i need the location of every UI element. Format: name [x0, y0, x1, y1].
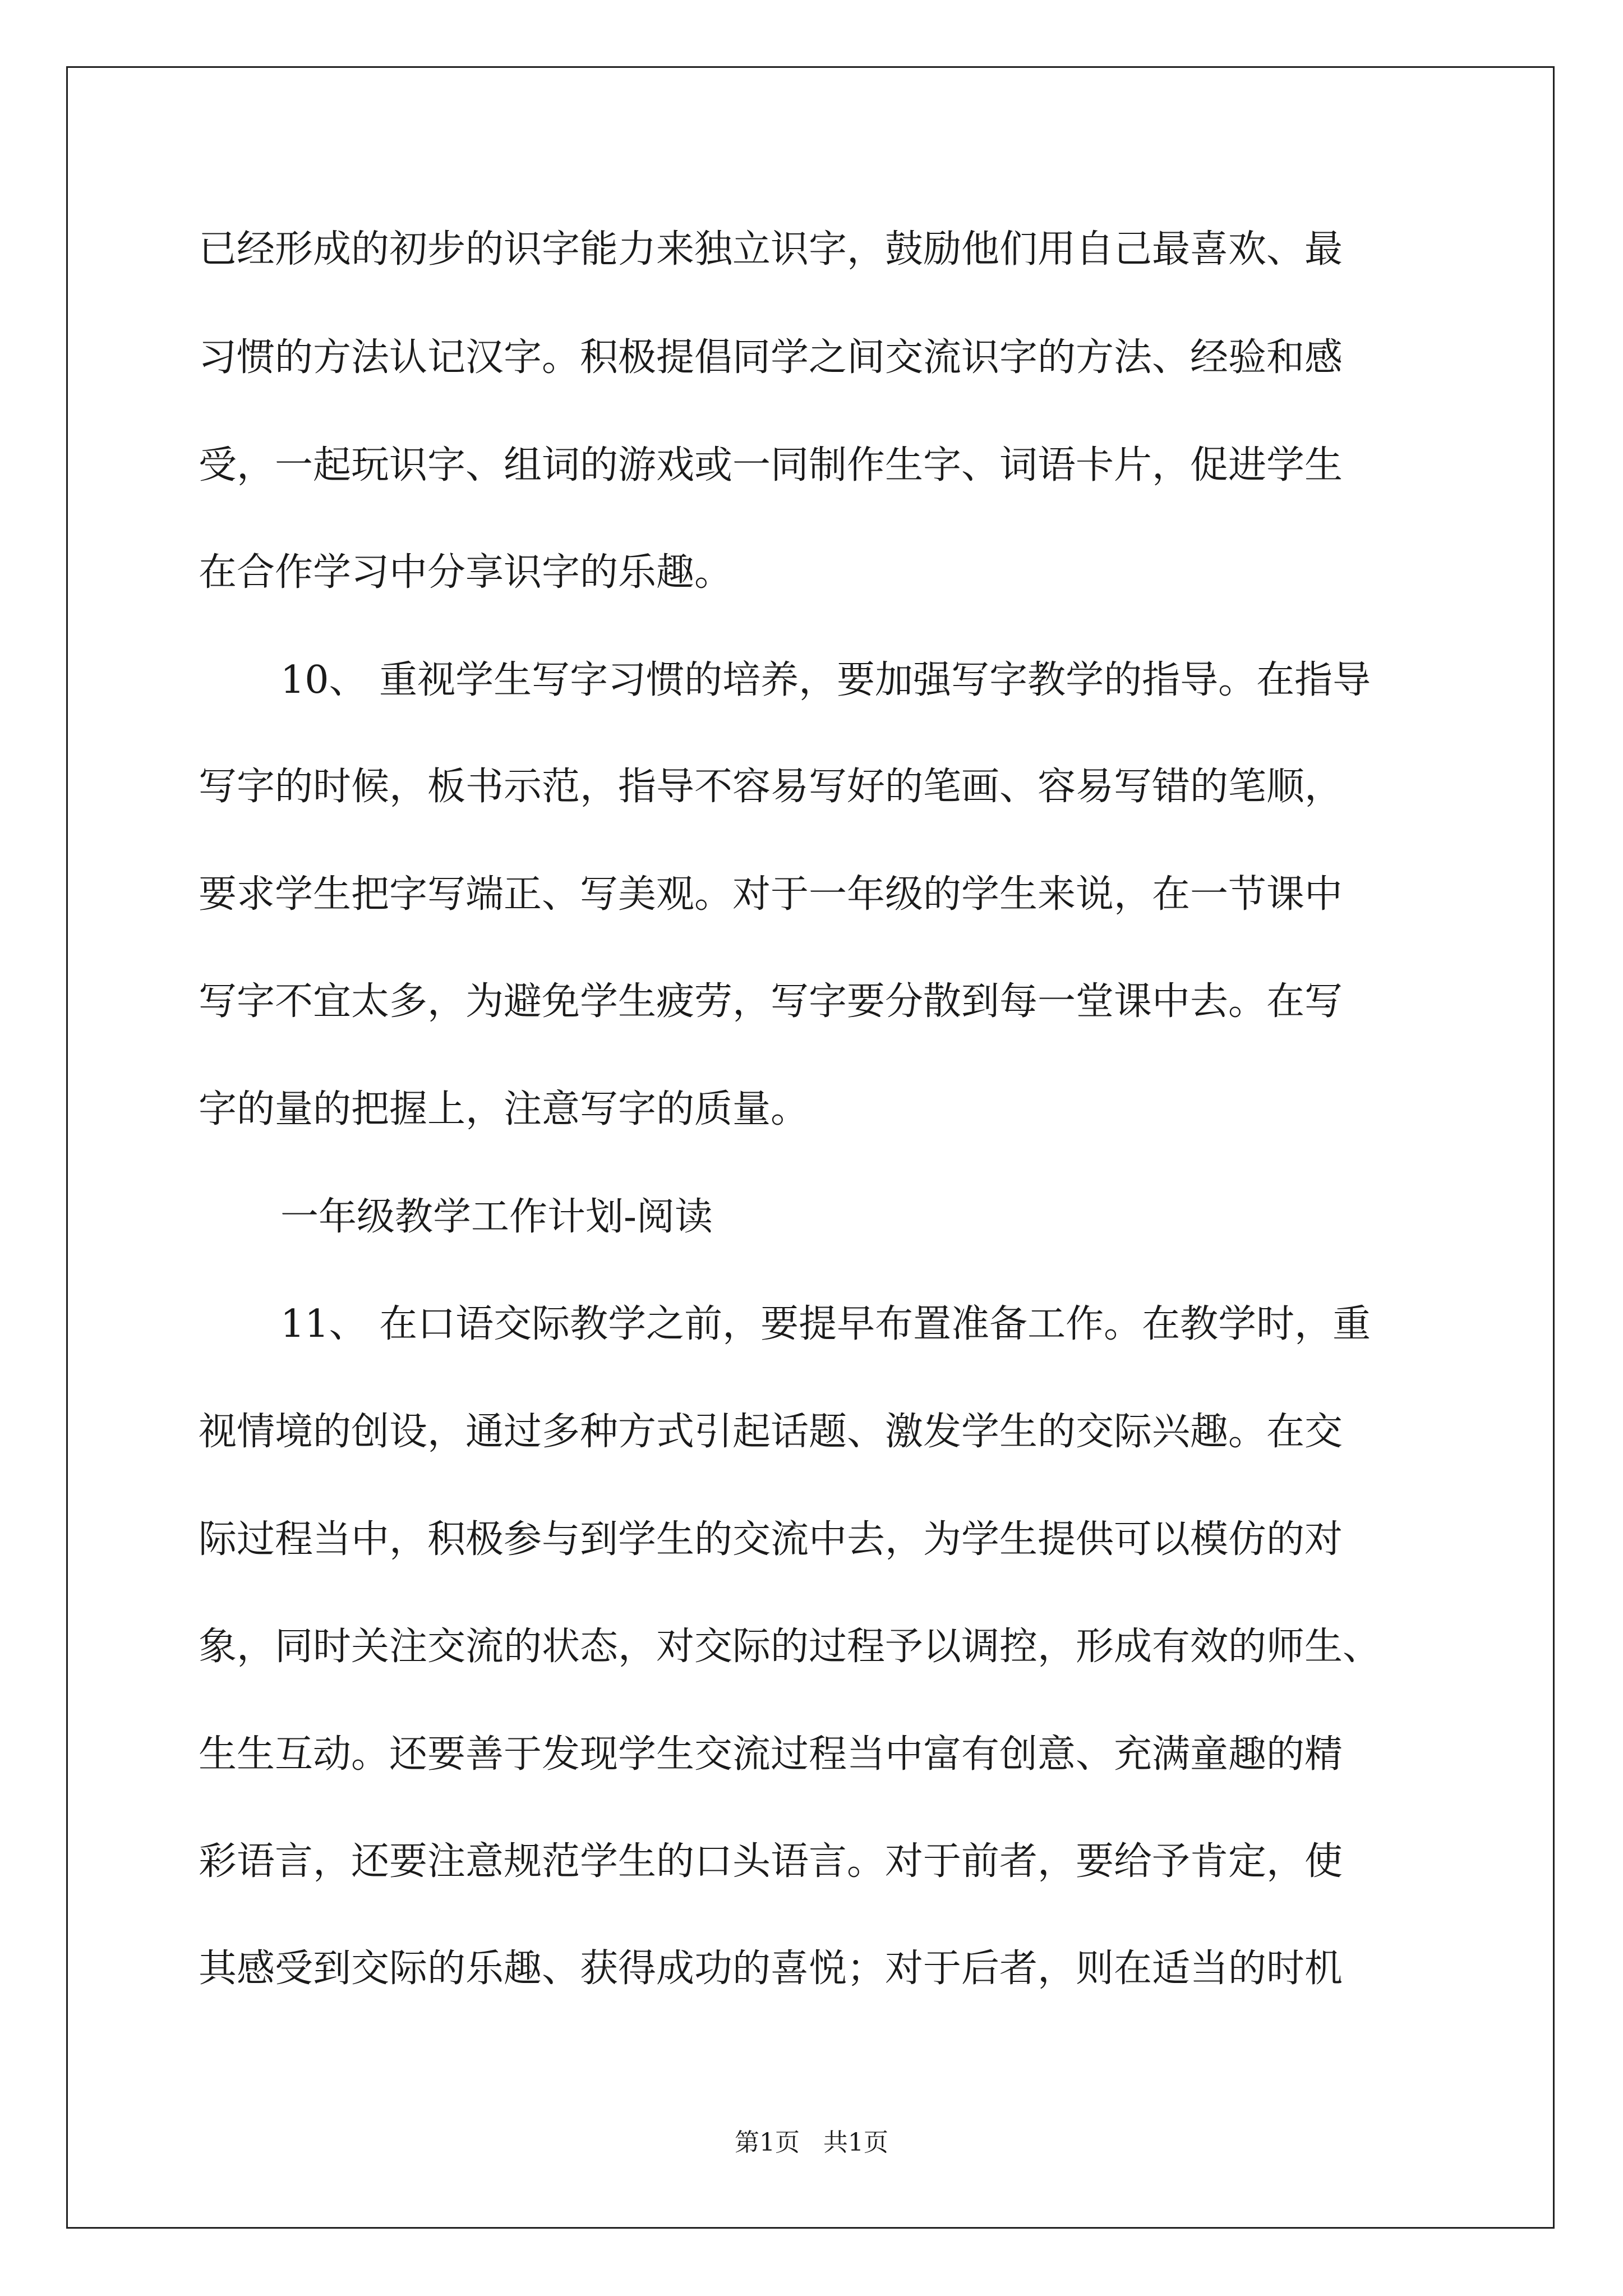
paragraph-line: 字的量的把握上，注意写字的质量。: [199, 1087, 809, 1131]
paragraph-line: 生生互动。还要善于发现学生交流过程当中富有创意、充满童趣的精: [199, 1732, 1343, 1777]
paragraph-line: 彩语言，还要注意规范学生的口头语言。对于前者，要给予肯定，使: [199, 1839, 1343, 1884]
paragraph-line: 写字不宜太多，为避免学生疲劳，写字要分散到每一堂课中去。在写: [199, 979, 1343, 1024]
section-heading: 一年级教学工作计划-阅读: [280, 1195, 713, 1239]
paragraph-line: 写字的时候，板书示范，指导不容易写好的笔画、容易写错的笔顺，: [199, 765, 1343, 809]
paragraph-line: 11、 在口语交际教学之前，要提早布置准备工作。在教学时，重: [280, 1302, 1371, 1346]
page-number-footer: 第1页 共1页: [735, 2128, 888, 2157]
paragraph-line: 在合作学习中分享识字的乐趣。: [199, 550, 733, 595]
paragraph-line: 已经形成的初步的识字能力来独立识字，鼓励他们用自己最喜欢、最: [199, 227, 1343, 272]
paragraph-line: 10、 重视学生写字习惯的培养，要加强写字教学的指导。在指导: [280, 658, 1371, 702]
paragraph-line: 象，同时关注交流的状态，对交际的过程予以调控，形成有效的师生、: [199, 1625, 1381, 1669]
paragraph-line: 受，一起玩识字、组词的游戏或一同制作生字、词语卡片，促进学生: [199, 443, 1343, 487]
paragraph-line: 际过程当中，积极参与到学生的交流中去，为学生提供可以模仿的对: [199, 1517, 1343, 1562]
page-border: [66, 66, 1555, 2229]
paragraph-line: 习惯的方法认记汉字。积极提倡同学之间交流识字的方法、经验和感: [199, 335, 1343, 380]
paragraph-line: 视情境的创设，通过多种方式引起话题、激发学生的交际兴趣。在交: [199, 1410, 1343, 1454]
paragraph-line: 要求学生把字写端正、写美观。对于一年级的学生来说，在一节课中: [199, 872, 1343, 917]
paragraph-line: 其感受到交际的乐趣、获得成功的喜悦；对于后者，则在适当的时机: [199, 1947, 1343, 1991]
